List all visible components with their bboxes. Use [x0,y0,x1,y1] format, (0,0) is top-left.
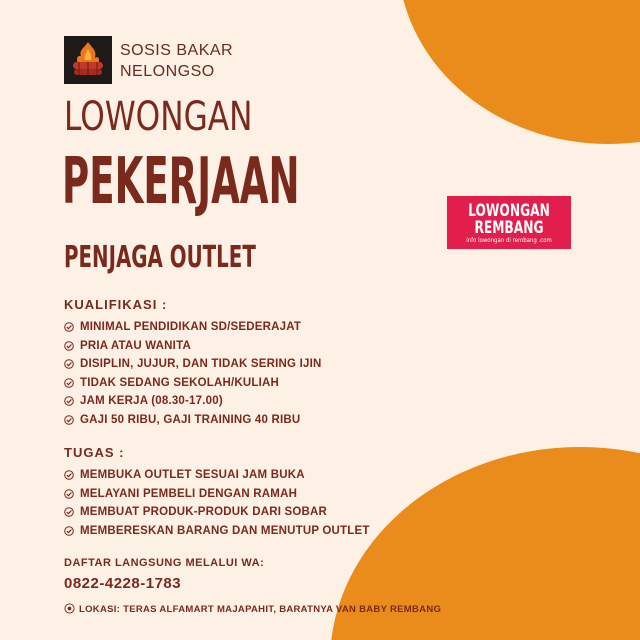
check-icon [64,489,74,499]
orange-circle-top [398,0,640,144]
duties-list [64,466,484,540]
check-icon [64,378,74,388]
list-item-text: MEMBUAT PRODUK-PRODUK DARI SOBAR [80,506,328,518]
list-item-text: TIDAK SEDANG SEKOLAH/KULIAH [80,376,279,389]
check-icon [64,322,74,332]
list-item-text: DISIPLIN, JUJUR, DAN TIDAK SERING IJIN [80,358,322,370]
list-item-text: MEMBERESKAN BARANG DAN MENUTUP OUTLET [80,524,370,537]
list-item [64,503,484,522]
list-item-text: JAM KERJA (08.30-17.00) [80,395,223,407]
check-icon [64,470,74,480]
brand-name [120,40,233,82]
list-item-text: MEMBUKA OUTLET SESUAI JAM BUKA [80,469,305,481]
check-icon [64,415,74,425]
headline-pekerjaan: PEKERJAAN [62,145,300,219]
list-item [64,411,484,430]
badge-line-3: info lowongan di rembang .com [466,237,552,244]
location-text: LOKASI: TERAS ALFAMART MAJAPAHIT, BARATNYA VAN BABY REMBANG [79,604,442,615]
list-item-text: PRIA ATAU WANITA [80,339,191,352]
list-item [64,337,484,356]
list-item [64,392,484,411]
location-pin-icon [64,603,75,614]
check-icon [64,359,74,369]
list-item [64,355,484,374]
position-title: PENJAGA OUTLET [64,240,256,275]
list-item-text: MINIMAL PENDIDIKAN SD/SEDERAJAT [80,321,302,333]
location-row [64,603,441,615]
contact-phone: 0822-4228-1783 [64,575,182,592]
qualifications-list [64,318,484,429]
list-item [64,466,484,485]
lowongan-rembang-badge [447,196,571,249]
headline-lowongan: LOWONGAN [64,94,253,140]
list-item [64,522,484,541]
brand-line-1: SOSIS BAKAR [120,42,234,59]
badge-line-2: REMBANG [474,218,544,238]
check-icon [64,526,74,536]
check-icon [64,341,74,351]
list-item [64,318,484,337]
sausage-flame-logo-icon [64,36,112,84]
check-icon [64,396,74,406]
list-item [64,485,484,504]
list-item-text: GAJI 50 RIBU, GAJI TRAINING 40 RIBU [80,413,301,426]
badge-line-1: LOWONGAN [468,201,550,221]
check-icon [64,507,74,517]
brand-line-2: NELONGSO [120,63,215,80]
qualifications-title: KUALIFIKASI : [64,297,168,312]
brand-logo [64,36,112,84]
list-item [64,374,484,393]
duties-title: TUGAS : [64,445,125,460]
contact-label: DAFTAR LANGSUNG MELALUI WA: [64,557,265,569]
list-item-text: MELAYANI PEMBELI DENGAN RAMAH [80,487,298,500]
